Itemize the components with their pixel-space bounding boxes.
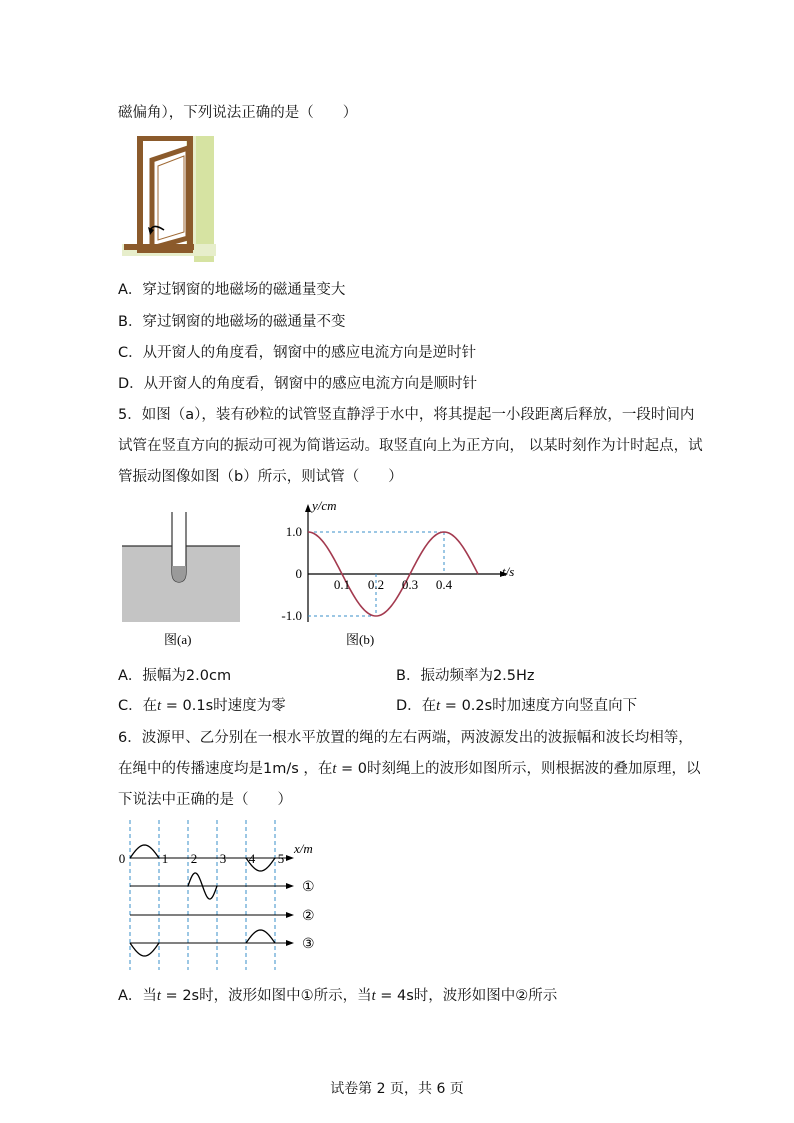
q4-option-d: D．从开窗人的角度看，钢窗中的感应电流方向是顺时针 [118,376,478,392]
x-tick-label: 1 [161,851,169,866]
q4-option-a: A．穿过钢窗的地磁场的磁通量变大 [118,282,346,298]
q5-option-d: D．在t = 0.2s时加速度方向竖直向下 [396,698,638,714]
x-tick-label: 0.2 [367,577,385,592]
y-tick-label: 1.0 [285,524,302,539]
x-tick-label: 4 [248,851,256,866]
q5-option-c: C．在t = 0.1s时速度为零 [118,698,286,714]
q5-option-b: B．振动频率为2.5Hz [396,668,535,684]
q5-stem-line3: 管振动图像如图（b）所示，则试管（ ） [118,469,403,485]
arrow-head-icon [286,855,294,861]
figure-b-x-label: t/s [502,564,515,579]
q6-stem-line2: 在绳中的传播速度均是1m/s ，在t = 0时刻绳上的波形如图所示，则根据波的叠加原理，以 [118,761,701,777]
wave-x-label: x/m [294,841,313,856]
q4-option-c: C．从开窗人的角度看，钢窗中的感应电流方向是逆时针 [118,345,477,361]
y-tick-label: -1.0 [281,608,302,623]
row-label: ① [302,880,315,895]
q4-stem-tail: 磁偏角），下列说法正确的是（ ） [118,105,358,121]
arrow-head-icon [286,940,294,946]
page-footer: 试卷第 2 页，共 6 页 [330,1081,464,1097]
wave-crest [130,845,159,858]
arrow-head-icon [286,912,294,918]
window-figure [122,136,216,262]
figure-b-caption: 图(b) [346,632,375,647]
x-tick-label: 0 [118,851,126,866]
x-tick-label: 3 [219,851,227,866]
figure-a-test-tube [120,508,244,650]
row-label: ② [302,909,315,924]
q6-option-a: A．当t = 2s时，波形如图中①所示，当t = 4s时，波形如图中②所示 [118,988,558,1004]
x-tick-label: 5 [277,851,285,866]
figure-b-y-label: y/cm [312,498,337,513]
x-tick-label: 0.3 [401,577,419,592]
q4-option-b: B．穿过钢窗的地磁场的磁通量不变 [118,314,346,330]
q5-stem-line2: 试管在竖直方向的振动可视为简谐运动。取竖直向上为正方向， 以某时刻作为计时起点，试 [118,438,703,454]
q5-option-a: A．振幅为2.0cm [118,668,232,684]
y-tick-label: 0 [295,566,302,581]
x-tick-label: 0.1 [333,577,351,592]
figure-a-caption: 图(a) [164,632,192,647]
wave-trough [130,943,159,956]
row-label: ③ [302,937,315,952]
q6-stem-line1: 6．波源甲、乙分别在一根水平放置的绳的左右两端，两波源发出的波振幅和波长均相等， [118,730,693,746]
arrow-head-icon [286,883,294,889]
x-tick-label: 0.4 [435,577,453,592]
x-tick-label: 2 [190,851,198,866]
wave-crest [246,930,275,943]
q5-stem-line1: 5．如图（a），装有砂粒的试管竖直静浮于水中，将其提起一小段距离后释放，一段时间内 [118,407,695,423]
wave-figure [118,818,328,974]
figure-b-graph [276,496,526,650]
q6-stem-line3: 下说法中正确的是（ ） [118,792,292,808]
